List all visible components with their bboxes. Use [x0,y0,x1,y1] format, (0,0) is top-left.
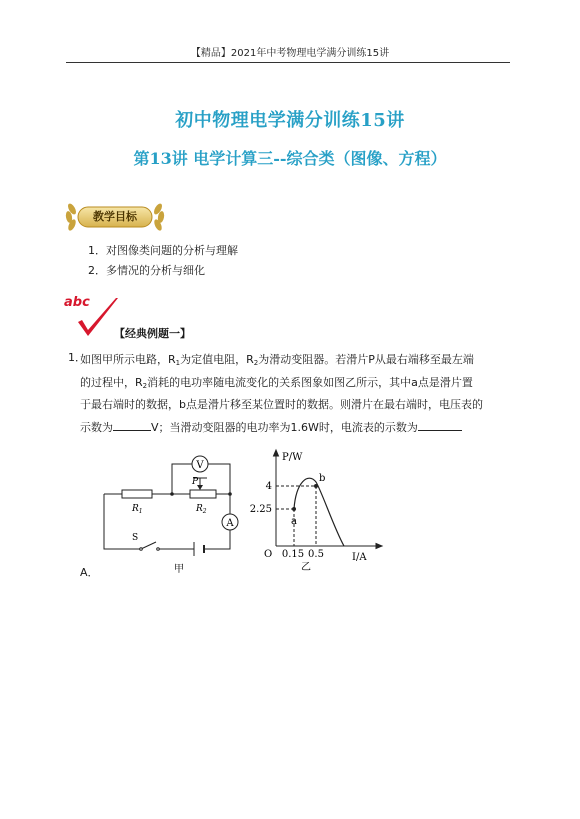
circuit-caption: 甲 [174,564,184,575]
question-line: 示数为 V；当滑动变阻器的电功率为1.6W时，电流表的示数为 [80,417,514,440]
r1-label: $R_1$ [132,504,143,515]
resistor-r1 [122,490,152,498]
resistor-r2 [190,490,216,498]
question-line: 的过程中，$R_2$消耗的电功率随电流变化的关系图象如图乙所示，其中a点是滑片置 [80,375,473,390]
header-rule [66,62,510,63]
power-curve [294,478,344,546]
question-line: 于最右端时的数据，b点是滑片移至某位置时的数据。则滑片在最右端时，电压表的 [80,398,483,412]
badge-label: 教学目标 [93,210,137,223]
question-text [80,349,514,439]
r2-label: $R_2$ [196,504,207,515]
question-line: 如图甲所示电路，$R_1$为定值电阻，$R_2$为滑动变阻器。若滑片P从最右端移至最左端 [80,353,474,367]
switch-label: S [132,533,139,543]
graph-caption: 乙 [301,562,311,573]
abc-label: abc [64,295,90,310]
objective-item: 1．对图像类问题的分析与理解 [88,244,238,257]
power-current-graph [249,448,390,573]
question-number: 1． [68,351,86,364]
point-a-label: a [291,516,297,527]
ammeter-label: A [226,518,234,529]
objective-item: 2．多情况的分析与细化 [88,264,205,277]
voltmeter-label: V [196,460,204,471]
ytick-top: 4 [265,481,272,492]
xtick-1: 0.15 [281,549,305,560]
graph-ylabel: P/W [282,452,303,463]
ytick-low: 2.25 [249,504,272,515]
xtick-2: 0.5 [308,549,324,560]
objectives-list [88,241,238,281]
example-title: 【经典例题一】 [114,327,191,340]
option-a: A． [80,566,99,579]
answer-blank[interactable] [418,420,462,431]
graph-origin: O [264,549,273,560]
point-b-label: b [319,473,326,484]
answer-blank[interactable] [113,420,151,431]
page-header: 【精品】2021年中考物理电学满分训练15讲 [190,48,390,59]
circuit-diagram [96,452,246,577]
lesson-title: 第13讲 电学计算三--综合类（图像、方程） [133,149,447,168]
graph-xlabel: I/A [352,552,367,563]
slider-p-label: P [192,477,199,487]
document-title: 初中物理电学满分训练15讲 [175,110,405,131]
